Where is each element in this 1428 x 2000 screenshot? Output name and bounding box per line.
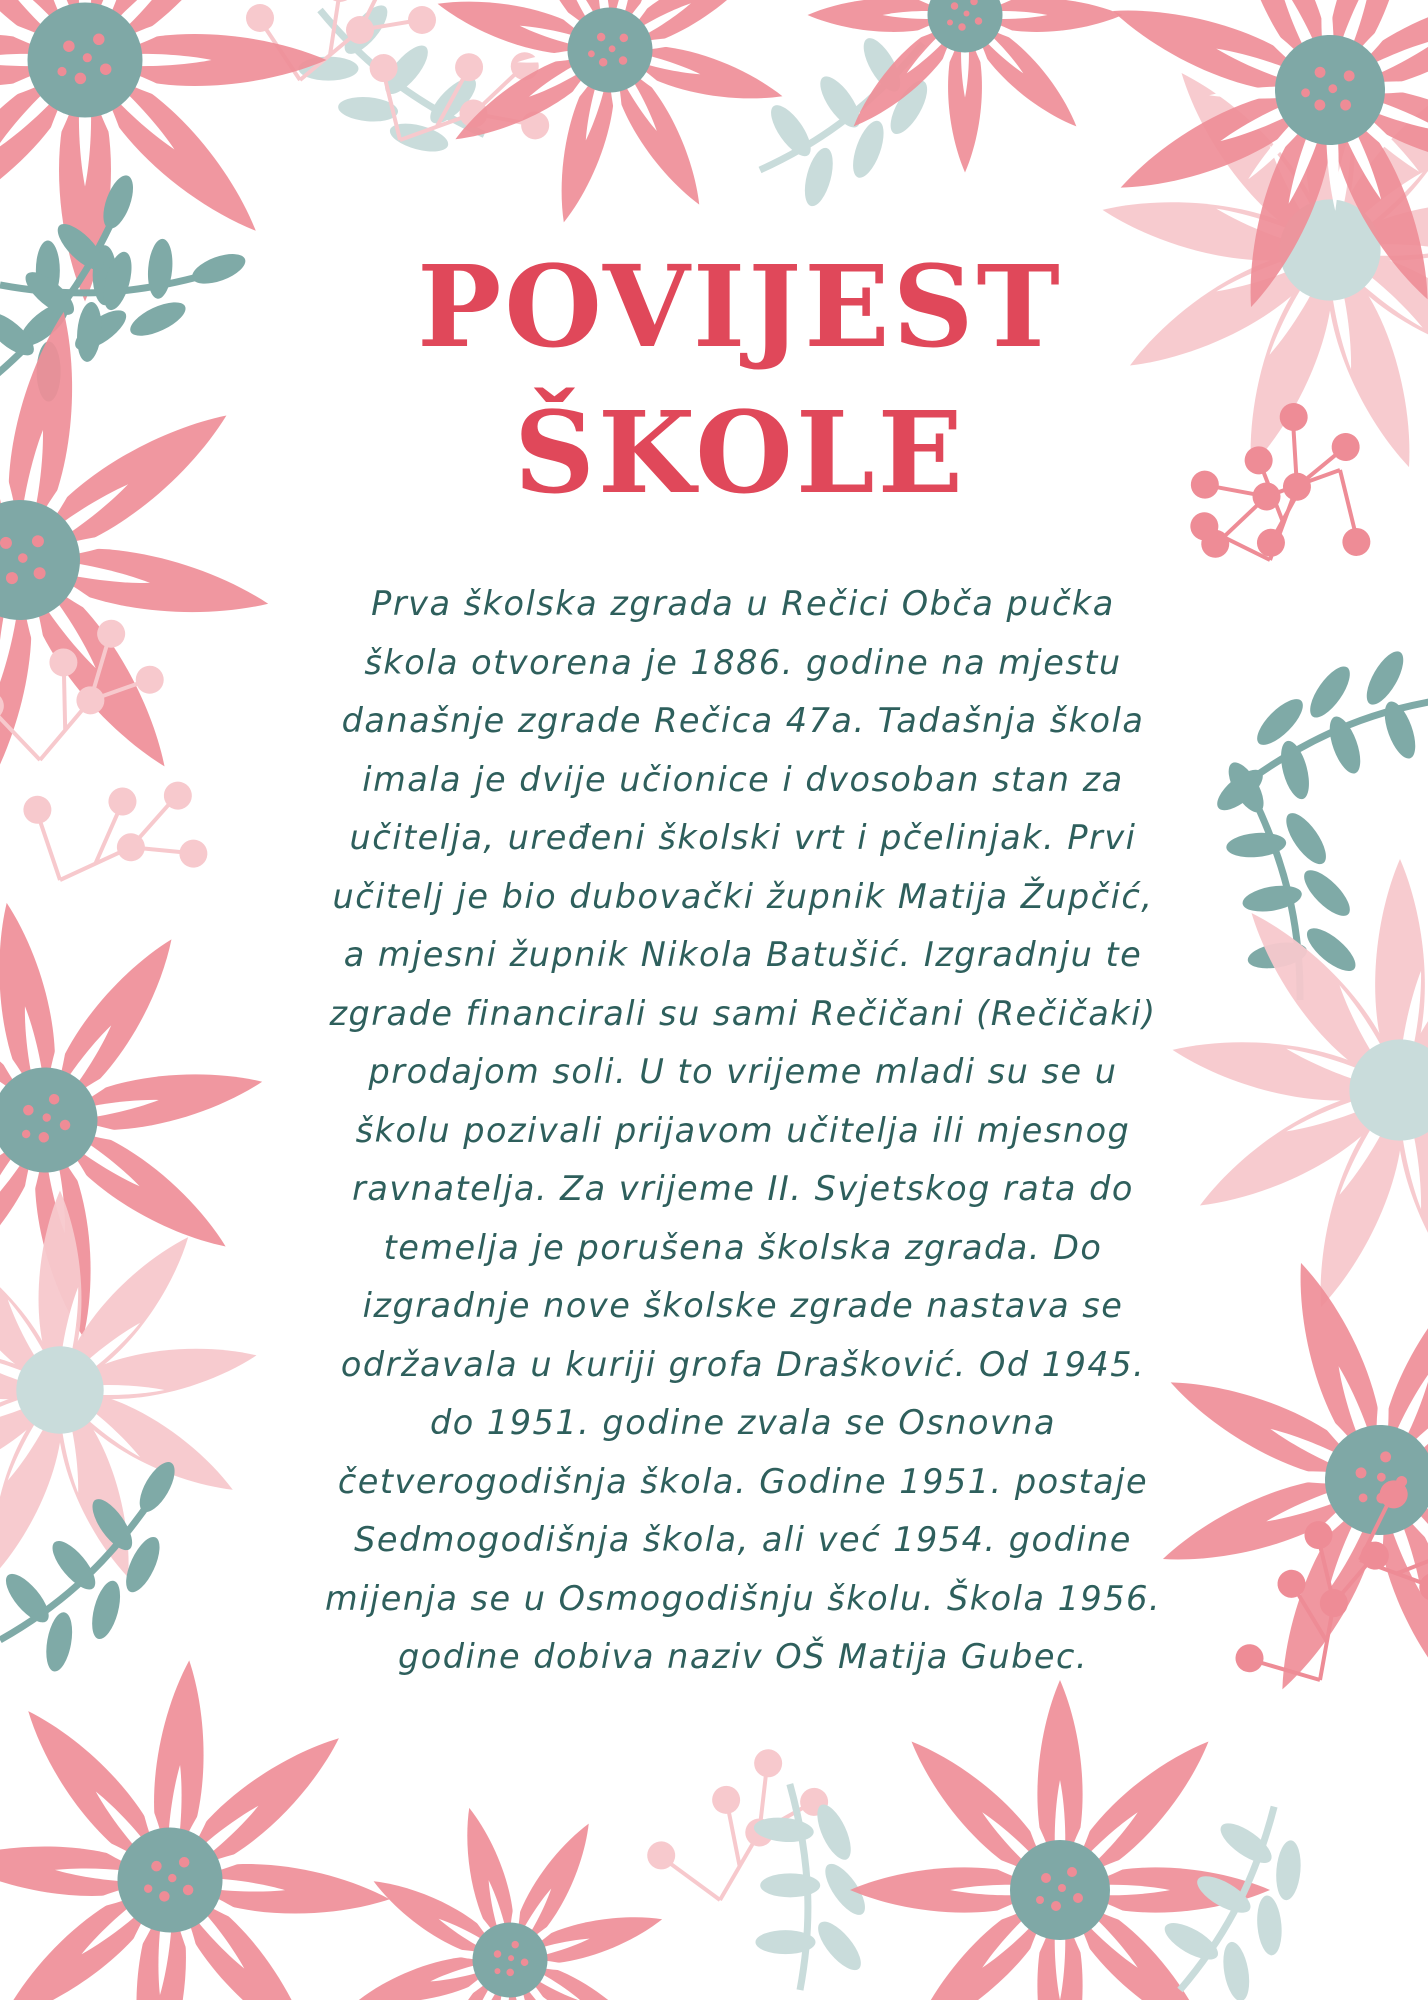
page-title bbox=[300, 235, 1180, 526]
title-line-1: POVIJEST bbox=[417, 242, 1063, 373]
history-paragraph: Prva školska zgrada u Rečici Obča pučka škola otvorena je 1886. godine na mjestu današnje zgrade Rečica 47a. Tadašnja škola imala je dvije učionice i dvosoban stan za učitelja, uređeni školski vrt i pčelinjak. Prvi učitelj je bio dubovački župnik Matija Župčić, a mjesni župnik Nikola Batušić. Izgradnju te zgrade financirali su sami Rečičani (Rečičaki) prodajom soli. U to vrijeme mladi su se u školu pozivali prijavom učitelja ili mjesnog ravnatelja. Za vrijeme II. Svjetskog rata do temelja je porušena školska zgrada. Do izgradnje nove školske zgrade nastava se održavala u kuriji grofa Drašković. Od 1945. do 1951. godine zvala se Osnovna četverogodišnja škola. Godine 1951. postaje Sedmogodišnja škola, ali već 1954. godine mijenja se u Osmogodišnju školu. Škola 1956. godine dobiva naziv OŠ Matija Gubec. bbox=[324, 584, 1162, 1676]
title-line-2: ŠKOLE bbox=[514, 387, 966, 519]
